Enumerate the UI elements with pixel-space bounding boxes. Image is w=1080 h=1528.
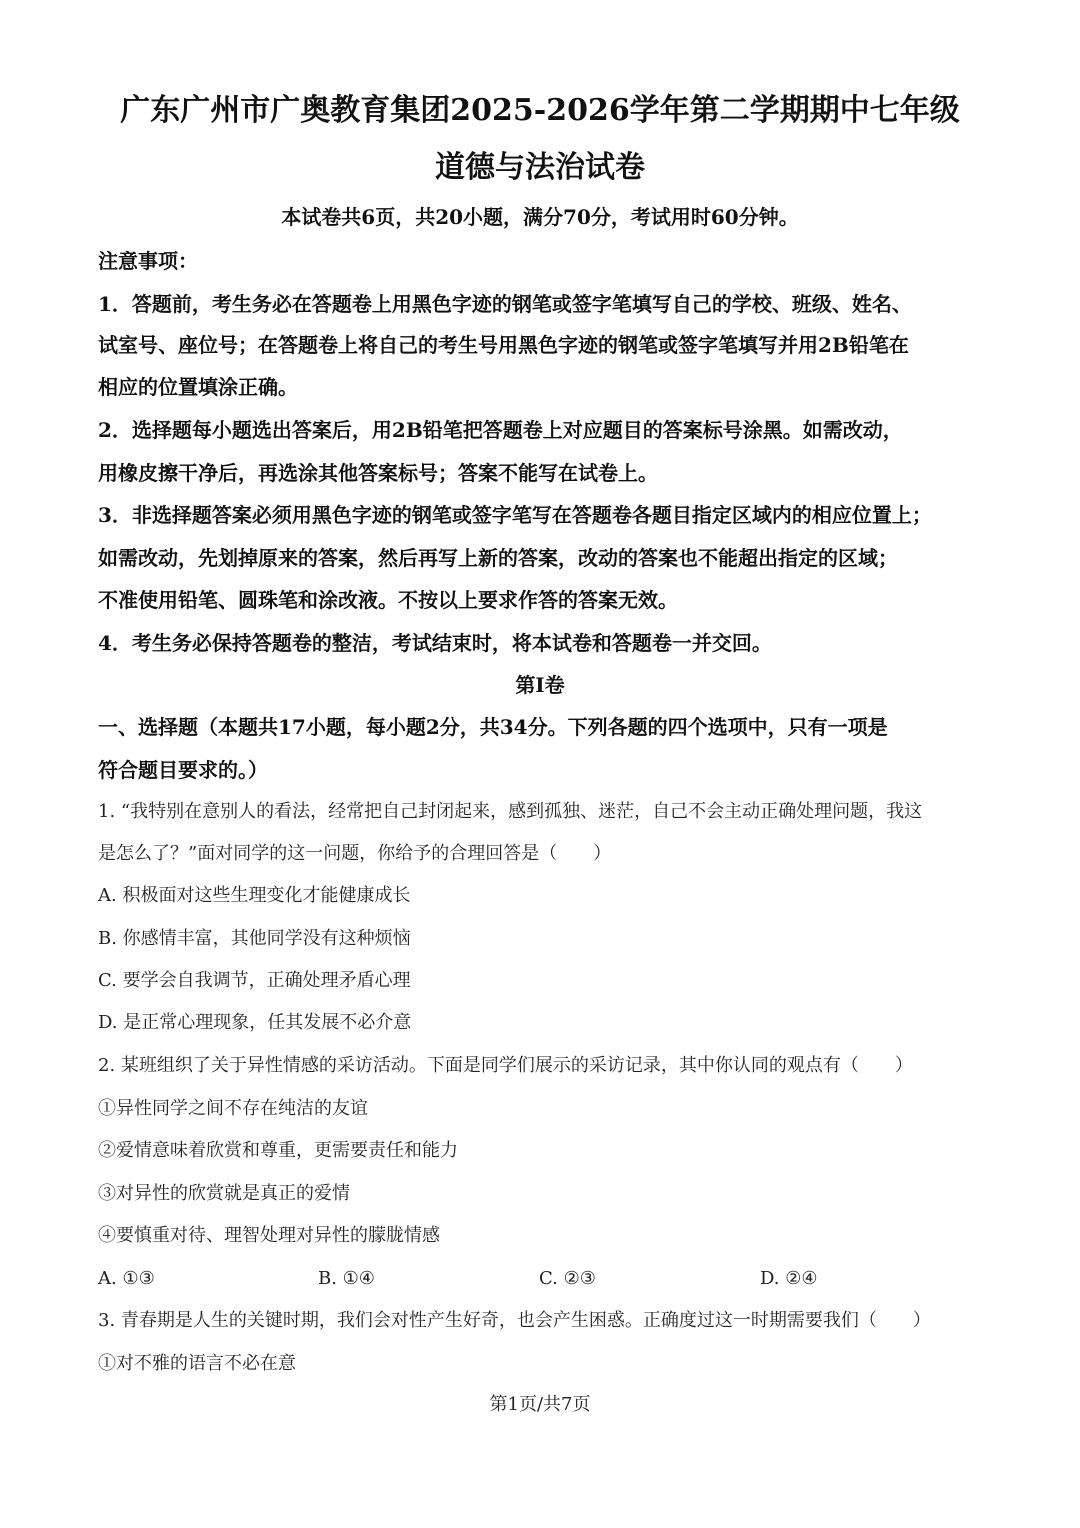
notice-line: 4．考生务必保持答题卷的整洁，考试结束时，将本试卷和答题卷一并交回。	[98, 631, 772, 655]
statement-item: ①异性同学之间不存在纯洁的友谊	[98, 1098, 368, 1119]
notice-line: 用橡皮擦干净后，再选涂其他答案标号；答案不能写在试卷上。	[98, 461, 658, 485]
notice-line: 相应的位置填涂正确。	[98, 375, 298, 399]
answer-option: A. 积极面对这些生理变化才能健康成长	[98, 885, 411, 906]
statement-item: ④要慎重对待、理智处理对异性的朦胧情感	[98, 1225, 440, 1246]
answer-option: B. ①④	[318, 1268, 375, 1289]
exam-title-line1: 广东广州市广奥教育集团2025-2026学年第二学期期中七年级	[120, 93, 960, 128]
page-footer: 第1页/共7页	[489, 1394, 591, 1415]
question-stem: 2. 某班组织了关于异性情感的采访活动。下面是同学们展示的采访记录，其中你认同的观点有（ ）	[98, 1055, 913, 1076]
statement-item: ③对异性的欣赏就是真正的爱情	[98, 1183, 350, 1204]
answer-option: C. 要学会自我调节，正确处理矛盾心理	[98, 970, 411, 991]
exam-info: 本试卷共6页，共20小题，满分70分，考试用时60分钟。	[281, 205, 799, 229]
volume-title: 第I卷	[515, 673, 565, 697]
notice-line: 试室号、座位号；在答题卷上将自己的考生号用黑色字迹的钢笔或签字笔填写并用2B铅笔在	[98, 333, 909, 357]
notice-line: 1．答题前，考生务必在答题卷上用黑色字迹的钢笔或签字笔填写自己的学校、班级、姓名、	[98, 292, 912, 316]
answer-option: C. ②③	[539, 1268, 596, 1289]
notice-line: 3．非选择题答案必须用黑色字迹的钢笔或签字笔写在答题卷各题目指定区域内的相应位置上；	[98, 503, 932, 527]
section-heading: 一、选择题（本题共17小题，每小题2分，共34分。下列各题的四个选项中，只有一项是	[98, 715, 888, 739]
answer-option: A. ①③	[98, 1268, 155, 1289]
notice-heading: 注意事项：	[98, 249, 198, 273]
answer-option: D. ②④	[760, 1268, 818, 1289]
exam-title-line2: 道德与法治试卷	[435, 150, 645, 185]
question-stem: 1. “我特别在意别人的看法，经常把自己封闭起来，感到孤独、迷茫，自己不会主动正确处理问题，我这	[98, 801, 923, 822]
notice-line: 如需改动，先划掉原来的答案，然后再写上新的答案，改动的答案也不能超出指定的区域；	[98, 546, 898, 570]
answer-option: D. 是正常心理现象，任其发展不必介意	[98, 1012, 412, 1033]
notice-line: 不准使用铅笔、圆珠笔和涂改液。不按以上要求作答的答案无效。	[98, 588, 678, 612]
question-stem: 是怎么了？”面对同学的这一问题，你给予的合理回答是（ ）	[98, 843, 612, 864]
notice-line: 2．选择题每小题选出答案后，用2B铅笔把答题卷上对应题目的答案标号涂黑。如需改动，	[98, 418, 903, 442]
statement-item: ②爱情意味着欣赏和尊重，更需要责任和能力	[98, 1140, 458, 1161]
statement-item: ①对不雅的语言不必在意	[98, 1353, 296, 1374]
section-heading: 符合题目要求的。）	[98, 758, 268, 782]
answer-options-row	[98, 1264, 998, 1294]
question-stem: 3. 青春期是人生的关键时期，我们会对性产生好奇，也会产生困惑。正确度过这一时期需要我们（ ）	[98, 1310, 931, 1331]
answer-option: B. 你感情丰富，其他同学没有这种烦恼	[98, 928, 411, 949]
